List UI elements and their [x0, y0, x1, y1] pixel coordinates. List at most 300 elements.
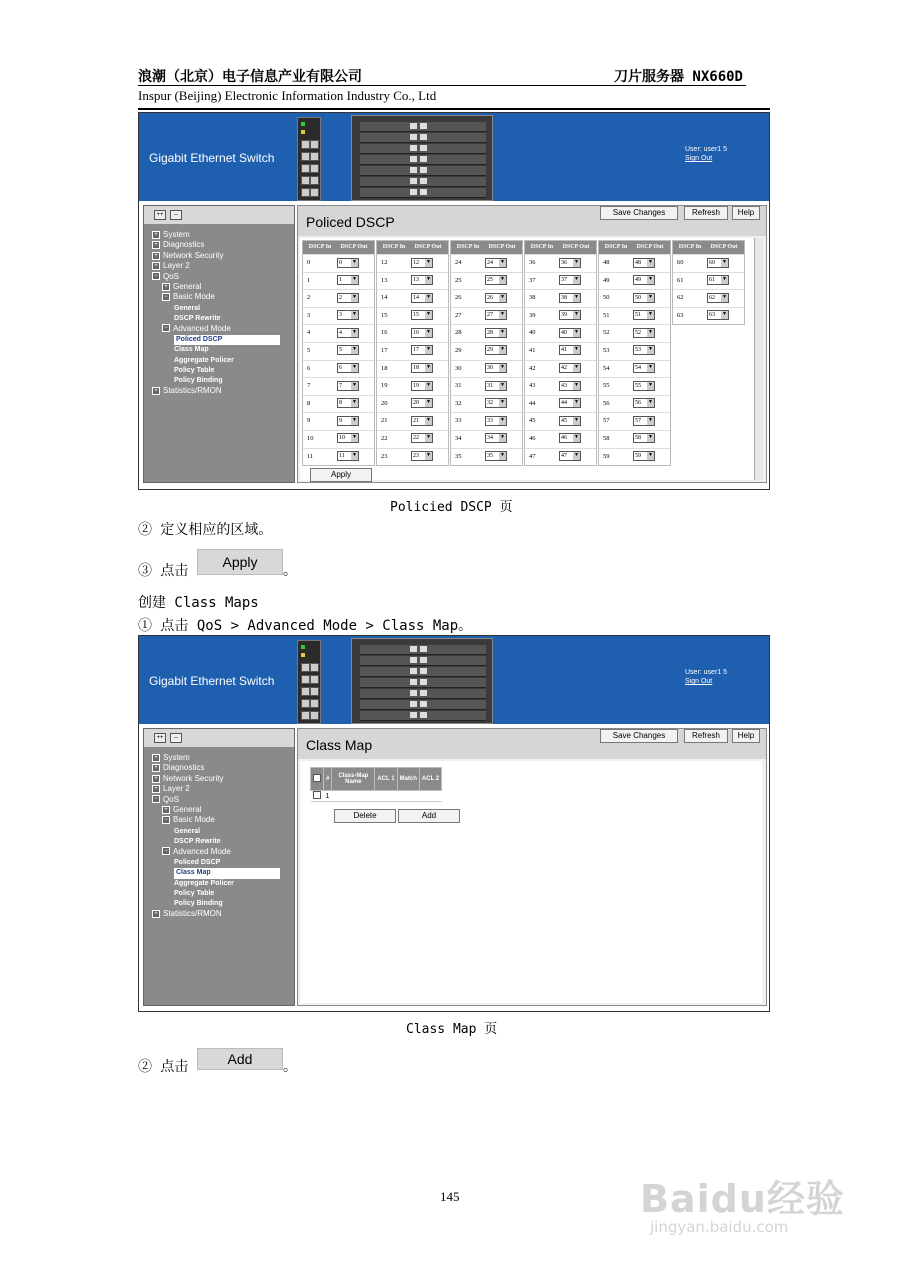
dscp-out-select[interactable]: 34 ▼ — [485, 433, 507, 443]
add-button[interactable]: Add — [398, 809, 460, 823]
chevron-down-icon[interactable]: ▼ — [648, 329, 653, 335]
chevron-down-icon[interactable]: ▼ — [648, 435, 653, 441]
dscp-out-select[interactable]: 61 ▼ — [707, 275, 729, 285]
nav-item[interactable] — [152, 857, 280, 867]
chevron-down-icon[interactable]: ▼ — [500, 365, 505, 371]
dscp-out-select[interactable]: 8 ▼ — [337, 398, 359, 408]
table-row — [303, 307, 374, 325]
dscp-out-select[interactable]: 60 ▼ — [707, 258, 729, 268]
dscp-in-value: 24 — [455, 259, 462, 266]
dscp-out-select[interactable]: 24 ▼ — [485, 258, 507, 268]
dscp-out-select[interactable]: 31 ▼ — [485, 381, 507, 391]
nav-item[interactable] — [152, 344, 280, 354]
expand-icon[interactable]: + — [152, 387, 160, 395]
table-row — [311, 791, 442, 802]
collapse-all-icon[interactable]: -- — [170, 733, 182, 743]
dscp-out-select[interactable]: 49 ▼ — [633, 275, 655, 285]
chevron-down-icon[interactable]: ▼ — [500, 312, 505, 318]
dscp-in-header: DSCP In — [530, 244, 554, 250]
dscp-out-select[interactable]: 57 ▼ — [633, 416, 655, 426]
chevron-down-icon[interactable]: ▼ — [426, 277, 431, 283]
watermark-logo — [640, 1168, 845, 1236]
dscp-out-select[interactable]: 9 ▼ — [337, 416, 359, 426]
user-label: User: user1 5 — [685, 669, 728, 676]
dscp-out-select[interactable]: 22 ▼ — [411, 433, 433, 443]
chevron-down-icon[interactable]: ▼ — [352, 435, 357, 441]
chevron-down-icon[interactable]: ▼ — [574, 347, 579, 353]
dscp-column — [672, 240, 745, 325]
nav-item[interactable] — [152, 324, 280, 334]
chevron-down-icon[interactable]: ▼ — [500, 417, 505, 423]
dscp-out-select[interactable]: 44 ▼ — [559, 398, 581, 408]
nav-item[interactable] — [152, 261, 280, 271]
nav-item-label: System — [163, 230, 190, 239]
dscp-out-select[interactable]: 10 ▼ — [337, 433, 359, 443]
dscp-out-select[interactable]: 28 ▼ — [485, 328, 507, 338]
dscp-in-value: 17 — [381, 346, 388, 354]
dscp-in-value: 8 — [307, 399, 311, 407]
nav-item[interactable] — [152, 815, 280, 825]
dscp-column — [598, 240, 671, 466]
table-row — [303, 395, 374, 413]
nav-item[interactable] — [152, 272, 280, 282]
nav-item[interactable] — [152, 909, 280, 919]
table-row — [599, 254, 670, 272]
dscp-in-header: DSCP In — [382, 244, 406, 250]
collapse-icon[interactable]: − — [162, 324, 170, 332]
dscp-out-select[interactable]: 30 ▼ — [485, 363, 507, 373]
expand-all-icon[interactable]: ++ — [154, 733, 166, 743]
expand-icon[interactable]: + — [152, 910, 160, 918]
dscp-out-select[interactable]: 21 ▼ — [411, 416, 433, 426]
content-panel — [297, 728, 767, 1006]
sign-out-link[interactable]: Sign Out — [685, 155, 713, 162]
dscp-out-select[interactable]: 25 ▼ — [485, 275, 507, 285]
step-click-apply — [138, 560, 188, 580]
chevron-down-icon[interactable]: ▼ — [500, 382, 505, 388]
dscp-out-select[interactable]: 43 ▼ — [559, 381, 581, 391]
dscp-in-value: 43 — [529, 382, 536, 390]
dscp-out-select[interactable]: 35 ▼ — [485, 451, 507, 461]
nav-item-label: General — [173, 281, 202, 291]
collapse-icon[interactable]: − — [162, 293, 170, 301]
row-checkbox[interactable] — [313, 791, 321, 799]
nav-item[interactable] — [152, 251, 280, 261]
nav-item[interactable] — [152, 240, 280, 250]
nav-item-label: System — [163, 753, 190, 762]
chevron-down-icon[interactable]: ▼ — [352, 400, 357, 406]
nav-item[interactable] — [152, 313, 280, 323]
refresh-button[interactable]: Refresh — [684, 206, 728, 220]
nav-item[interactable] — [152, 763, 280, 773]
dscp-in-value: 63 — [677, 311, 684, 319]
dscp-out-select[interactable]: 19 ▼ — [411, 381, 433, 391]
dscp-in-value: 51 — [603, 311, 610, 319]
dscp-in-value: 42 — [529, 364, 536, 372]
nav-item[interactable] — [152, 386, 280, 396]
table-row — [451, 324, 522, 342]
chevron-down-icon[interactable]: ▼ — [648, 365, 653, 371]
nav-item[interactable] — [152, 878, 280, 888]
dscp-out-select[interactable]: 12 ▼ — [411, 258, 433, 268]
header-product: 刀片服务器 NX660D — [613, 69, 743, 85]
table-row — [451, 412, 522, 430]
expand-icon[interactable]: + — [152, 231, 160, 239]
dscp-out-select[interactable]: 47 ▼ — [559, 451, 581, 461]
chevron-down-icon[interactable]: ▼ — [722, 259, 727, 265]
collapse-icon[interactable]: − — [152, 795, 160, 803]
collapse-icon[interactable]: − — [162, 816, 170, 824]
chevron-down-icon[interactable]: ▼ — [426, 312, 431, 318]
nav-item[interactable] — [152, 303, 280, 313]
chevron-down-icon[interactable]: ▼ — [352, 365, 357, 371]
dscp-out-select[interactable]: 2 ▼ — [337, 293, 359, 303]
page-title: Class Map — [306, 737, 373, 753]
dscp-out-select[interactable]: 40 ▼ — [559, 328, 581, 338]
chevron-down-icon[interactable]: ▼ — [352, 277, 357, 283]
dscp-out-select[interactable]: 14 ▼ — [411, 293, 433, 303]
dscp-in-value: 47 — [529, 452, 536, 460]
select-all-header[interactable] — [311, 768, 324, 791]
dscp-out-select[interactable]: 16 ▼ — [411, 328, 433, 338]
dscp-out-select[interactable]: 20 ▼ — [411, 398, 433, 408]
dscp-in-value: 0 — [307, 259, 311, 266]
dscp-out-select[interactable]: 32 ▼ — [485, 398, 507, 408]
chevron-down-icon[interactable]: ▼ — [574, 435, 579, 441]
nav-panel — [143, 205, 295, 483]
dscp-out-select[interactable]: 48 ▼ — [633, 258, 655, 268]
nav-item[interactable] — [152, 292, 280, 302]
chevron-down-icon[interactable]: ▼ — [722, 277, 727, 283]
dscp-out-select[interactable]: 36 ▼ — [559, 258, 581, 268]
nav-item[interactable] — [152, 334, 280, 344]
chevron-down-icon[interactable]: ▼ — [648, 400, 653, 406]
delete-button[interactable]: Delete — [334, 809, 396, 823]
dscp-out-select[interactable]: 53 ▼ — [633, 345, 655, 355]
chevron-down-icon[interactable]: ▼ — [500, 435, 505, 441]
nav-item-label: Policy Table — [174, 890, 215, 898]
expand-icon[interactable]: + — [152, 754, 160, 762]
expand-icon[interactable]: + — [152, 785, 160, 793]
nav-item[interactable] — [152, 774, 280, 784]
nav-item-label: Basic Mode — [173, 292, 215, 302]
dscp-out-header: DSCP Out — [710, 244, 738, 250]
dscp-in-value: 19 — [381, 382, 388, 390]
table-row — [377, 377, 448, 395]
dscp-out-select[interactable]: 33 ▼ — [485, 416, 507, 426]
table-row — [599, 430, 670, 448]
chevron-down-icon[interactable]: ▼ — [574, 277, 579, 283]
apply-button-image: Apply — [197, 549, 283, 575]
nav-item[interactable] — [152, 847, 280, 857]
collapse-all-icon[interactable]: -- — [170, 210, 182, 220]
dscp-out-header: DSCP Out — [562, 244, 590, 250]
chevron-down-icon[interactable]: ▼ — [352, 382, 357, 388]
table-row — [303, 448, 374, 466]
save-changes-button[interactable]: Save Changes — [600, 206, 678, 220]
table-row — [303, 289, 374, 307]
dscp-in-value: 30 — [455, 364, 462, 372]
dscp-out-select[interactable]: 52 ▼ — [633, 328, 655, 338]
chevron-down-icon[interactable]: ▼ — [352, 294, 357, 300]
dscp-header-row — [673, 241, 744, 254]
dscp-out-select[interactable]: 27 ▼ — [485, 310, 507, 320]
expand-icon[interactable]: + — [162, 806, 170, 814]
dscp-in-value: 56 — [603, 399, 610, 407]
chevron-down-icon[interactable]: ▼ — [722, 312, 727, 318]
dscp-out-select[interactable]: 56 ▼ — [633, 398, 655, 408]
chevron-down-icon[interactable]: ▼ — [426, 435, 431, 441]
chevron-down-icon[interactable]: ▼ — [426, 365, 431, 371]
section-title: 创建 Class Maps — [138, 595, 259, 611]
chevron-down-icon[interactable]: ▼ — [500, 400, 505, 406]
table-row — [599, 395, 670, 413]
add-button-image: Add — [197, 1048, 283, 1070]
dscp-out-select[interactable]: 4 ▼ — [337, 328, 359, 338]
dscp-out-select[interactable]: 0 ▼ — [337, 258, 359, 268]
expand-icon[interactable]: + — [152, 764, 160, 772]
dscp-out-select[interactable]: 50 ▼ — [633, 293, 655, 303]
nav-item[interactable] — [152, 805, 280, 815]
dscp-in-value: 59 — [603, 452, 610, 460]
dscp-out-select[interactable]: 46 ▼ — [559, 433, 581, 443]
dscp-in-value: 10 — [307, 434, 314, 442]
chevron-down-icon[interactable]: ▼ — [648, 312, 653, 318]
chevron-down-icon[interactable]: ▼ — [500, 277, 505, 283]
chevron-down-icon[interactable]: ▼ — [500, 294, 505, 300]
dscp-out-select[interactable]: 7 ▼ — [337, 381, 359, 391]
nav-item-label: Class Map — [174, 868, 280, 878]
col-header: ACL 1 — [375, 768, 397, 791]
chevron-down-icon[interactable]: ▼ — [426, 259, 431, 265]
dscp-in-value: 5 — [307, 346, 311, 354]
class-map-area — [300, 761, 762, 1003]
chevron-down-icon[interactable]: ▼ — [574, 329, 579, 335]
chevron-down-icon[interactable]: ▼ — [574, 312, 579, 318]
chevron-down-icon[interactable]: ▼ — [500, 453, 505, 459]
nav-item[interactable] — [152, 867, 280, 877]
dscp-in-value: 20 — [381, 399, 388, 407]
dscp-in-value: 52 — [603, 329, 610, 337]
screenshot-class-map — [138, 635, 770, 1012]
col-header: # — [324, 768, 332, 791]
nav-item-label: Policy Binding — [174, 900, 223, 908]
dscp-column — [450, 240, 523, 466]
nav-item[interactable] — [152, 784, 280, 794]
nav-item[interactable] — [152, 898, 280, 908]
dscp-out-select[interactable]: 1 ▼ — [337, 275, 359, 285]
caption-policed-dscp: Policied DSCP 页 — [390, 500, 513, 515]
table-row — [303, 272, 374, 290]
chevron-down-icon[interactable]: ▼ — [648, 277, 653, 283]
chevron-down-icon[interactable]: ▼ — [426, 294, 431, 300]
dscp-out-select[interactable]: 17 ▼ — [411, 345, 433, 355]
nav-item[interactable] — [152, 826, 280, 836]
dscp-out-select[interactable]: 13 ▼ — [411, 275, 433, 285]
nav-item-label: Layer 2 — [163, 261, 190, 271]
dscp-out-select[interactable]: 6 ▼ — [337, 363, 359, 373]
dscp-table-area — [300, 238, 754, 480]
chevron-down-icon[interactable]: ▼ — [426, 329, 431, 335]
table-row — [451, 289, 522, 307]
dscp-out-header: DSCP Out — [414, 244, 442, 250]
chevron-down-icon[interactable]: ▼ — [574, 259, 579, 265]
chevron-down-icon[interactable]: ▼ — [722, 294, 727, 300]
header-rule-thick — [138, 108, 770, 110]
expand-all-icon[interactable]: ++ — [154, 210, 166, 220]
table-row — [377, 254, 448, 272]
help-button[interactable]: Help — [732, 206, 760, 220]
dscp-out-select[interactable]: 3 ▼ — [337, 310, 359, 320]
table-row — [525, 307, 596, 325]
expand-icon[interactable]: + — [152, 262, 160, 270]
watermark-url: jingyan.baidu.com — [650, 1218, 789, 1236]
expand-icon[interactable]: + — [162, 283, 170, 291]
nav-item[interactable] — [152, 753, 280, 763]
chevron-down-icon[interactable]: ▼ — [574, 400, 579, 406]
table-row — [451, 430, 522, 448]
chevron-down-icon[interactable]: ▼ — [426, 417, 431, 423]
select-all-checkbox[interactable] — [313, 774, 321, 782]
dscp-out-select[interactable]: 26 ▼ — [485, 293, 507, 303]
nav-item[interactable] — [152, 836, 280, 846]
table-row — [525, 289, 596, 307]
dscp-in-value: 11 — [307, 452, 314, 460]
dscp-out-select[interactable]: 15 ▼ — [411, 310, 433, 320]
dscp-column — [302, 240, 375, 466]
dscp-in-value: 61 — [677, 276, 684, 284]
nav-item[interactable] — [152, 282, 280, 292]
nav-item-label: Policed DSCP — [174, 858, 221, 866]
header-company-cn: 浪潮（北京）电子信息产业有限公司 — [138, 69, 362, 85]
table-row — [599, 272, 670, 290]
help-button[interactable]: Help — [732, 729, 760, 743]
chevron-down-icon[interactable]: ▼ — [648, 259, 653, 265]
chevron-down-icon[interactable]: ▼ — [500, 329, 505, 335]
dscp-out-select[interactable]: 55 ▼ — [633, 381, 655, 391]
dscp-out-select[interactable]: 45 ▼ — [559, 416, 581, 426]
table-row — [377, 272, 448, 290]
chevron-down-icon[interactable]: ▼ — [426, 382, 431, 388]
nav-item[interactable] — [152, 355, 280, 365]
chevron-down-icon[interactable]: ▼ — [648, 453, 653, 459]
chevron-down-icon[interactable]: ▼ — [352, 347, 357, 353]
dscp-out-select[interactable]: 63 ▼ — [707, 310, 729, 320]
dscp-out-select[interactable]: 38 ▼ — [559, 293, 581, 303]
nav-toolbar — [144, 206, 294, 224]
table-row — [599, 412, 670, 430]
chevron-down-icon[interactable]: ▼ — [426, 453, 431, 459]
chevron-down-icon[interactable]: ▼ — [426, 400, 431, 406]
dscp-out-header: DSCP Out — [636, 244, 664, 250]
chevron-down-icon[interactable]: ▼ — [648, 294, 653, 300]
content-panel — [297, 205, 767, 483]
nav-item[interactable] — [152, 375, 280, 385]
table-row — [525, 395, 596, 413]
app-title: Gigabit Ethernet Switch — [149, 674, 275, 688]
dscp-out-select[interactable]: 18 ▼ — [411, 363, 433, 373]
dscp-in-value: 21 — [381, 417, 388, 425]
collapse-icon[interactable]: − — [162, 847, 170, 855]
expand-icon[interactable]: + — [152, 252, 160, 260]
dscp-out-select[interactable]: 11 ▼ — [337, 451, 359, 461]
apply-button[interactable]: Apply — [310, 468, 372, 482]
save-changes-button[interactable]: Save Changes — [600, 729, 678, 743]
nav-item-label: DSCP Rewrite — [174, 838, 221, 846]
table-row — [303, 360, 374, 378]
dscp-out-select[interactable]: 37 ▼ — [559, 275, 581, 285]
dscp-in-value: 15 — [381, 311, 388, 319]
chevron-down-icon[interactable]: ▼ — [574, 453, 579, 459]
dscp-out-select[interactable]: 5 ▼ — [337, 345, 359, 355]
dscp-out-select[interactable]: 58 ▼ — [633, 433, 655, 443]
chevron-down-icon[interactable]: ▼ — [500, 347, 505, 353]
table-row — [525, 377, 596, 395]
table-row — [377, 412, 448, 430]
chevron-down-icon[interactable]: ▼ — [574, 294, 579, 300]
dscp-out-select[interactable]: 39 ▼ — [559, 310, 581, 320]
chevron-down-icon[interactable]: ▼ — [426, 347, 431, 353]
chevron-down-icon[interactable]: ▼ — [352, 453, 357, 459]
nav-item-label: Basic Mode — [173, 815, 215, 825]
sign-out-link[interactable]: Sign Out — [685, 678, 713, 685]
dscp-out-select[interactable]: 41 ▼ — [559, 345, 581, 355]
nav-item[interactable] — [152, 230, 280, 240]
dscp-out-select[interactable]: 29 ▼ — [485, 345, 507, 355]
nav-item[interactable] — [152, 795, 280, 805]
dscp-in-value: 32 — [455, 399, 462, 407]
refresh-button[interactable]: Refresh — [684, 729, 728, 743]
dscp-in-value: 4 — [307, 329, 311, 337]
chevron-down-icon[interactable]: ▼ — [352, 312, 357, 318]
nav-item[interactable] — [152, 365, 280, 375]
dscp-out-header: DSCP Out — [340, 244, 368, 250]
table-row — [525, 448, 596, 466]
row-index: 1 — [324, 791, 442, 802]
chevron-down-icon[interactable]: ▼ — [574, 382, 579, 388]
dscp-out-select[interactable]: 42 ▼ — [559, 363, 581, 373]
screenshot-policed-dscp — [138, 112, 770, 490]
table-row — [525, 430, 596, 448]
table-row — [599, 448, 670, 466]
chevron-down-icon[interactable]: ▼ — [352, 329, 357, 335]
table-row — [525, 342, 596, 360]
chevron-down-icon[interactable]: ▼ — [648, 382, 653, 388]
class-map-table — [310, 767, 442, 802]
dscp-out-select[interactable]: 54 ▼ — [633, 363, 655, 373]
nav-item[interactable] — [152, 888, 280, 898]
dscp-out-select[interactable]: 51 ▼ — [633, 310, 655, 320]
chevron-down-icon[interactable]: ▼ — [574, 365, 579, 371]
table-row — [599, 307, 670, 325]
dscp-out-select[interactable]: 59 ▼ — [633, 451, 655, 461]
table-row — [451, 448, 522, 466]
chevron-down-icon[interactable]: ▼ — [574, 417, 579, 423]
dscp-out-select[interactable]: 62 ▼ — [707, 293, 729, 303]
chevron-down-icon[interactable]: ▼ — [648, 417, 653, 423]
header-rule — [138, 85, 746, 86]
dscp-out-select[interactable]: 23 ▼ — [411, 451, 433, 461]
chevron-down-icon[interactable]: ▼ — [648, 347, 653, 353]
chevron-down-icon[interactable]: ▼ — [500, 259, 505, 265]
chevron-down-icon[interactable]: ▼ — [352, 417, 357, 423]
collapse-icon[interactable]: − — [152, 272, 160, 280]
table-row — [303, 430, 374, 448]
expand-icon[interactable]: + — [152, 775, 160, 783]
chevron-down-icon[interactable]: ▼ — [352, 259, 357, 265]
vertical-scrollbar[interactable] — [754, 238, 763, 480]
expand-icon[interactable]: + — [152, 241, 160, 249]
